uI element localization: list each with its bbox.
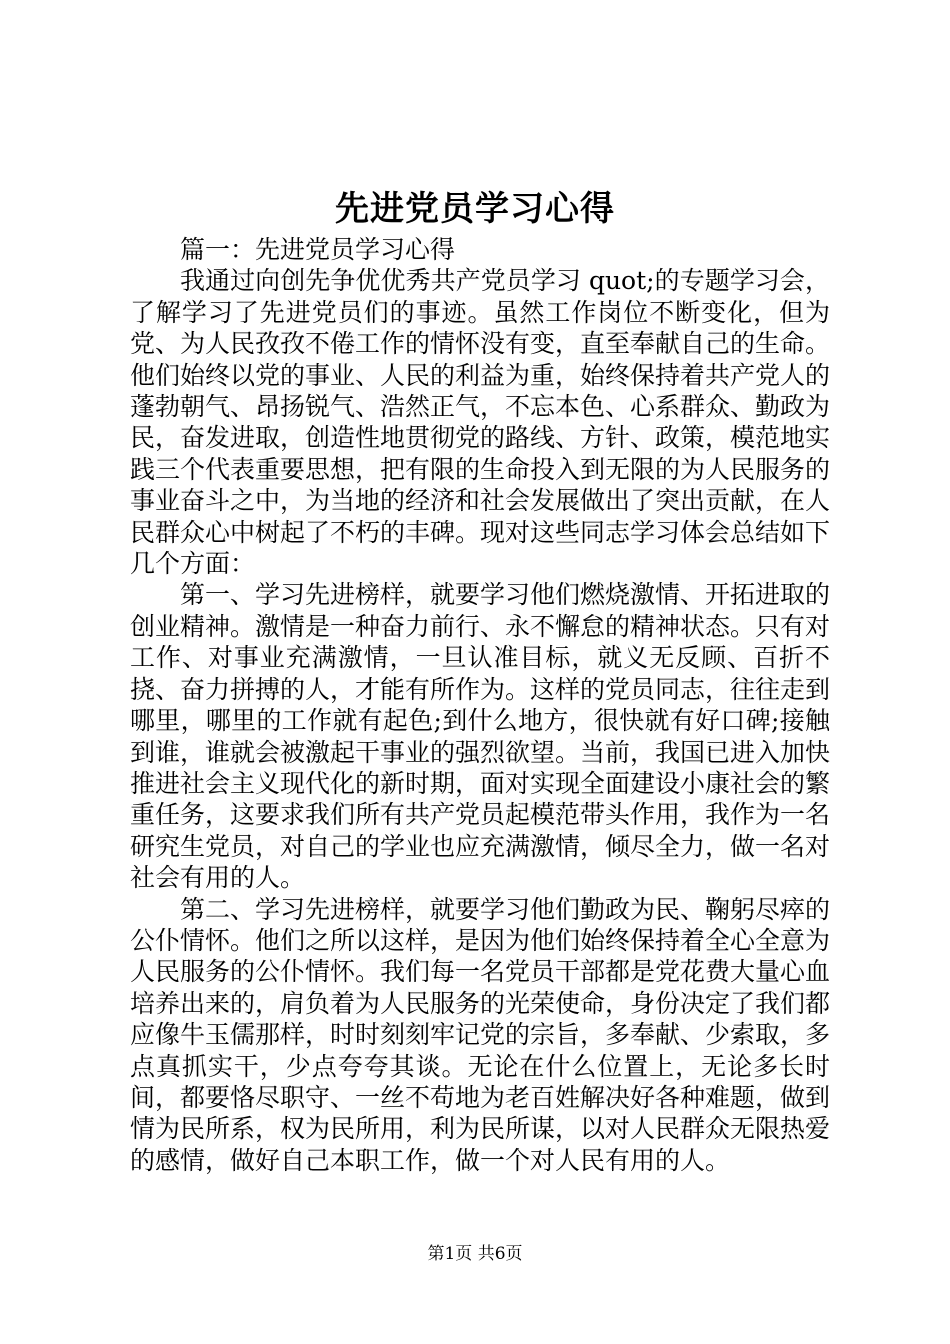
document-body <box>130 234 830 1176</box>
page-footer: 第1页 共6页 <box>427 1244 523 1264</box>
body-paragraph: 第一、学习先进榜样，就要学习他们燃烧激情、开拓进取的创业精神。激情是一种奋力前行、永不懈怠的精神状态。只有对工作、对事业充满激情，一旦认准目标，就义无反顾、百折不挠、奋力拼搏的人，才能有所作为。这样的党员同志，往往走到哪里，哪里的工作就有起色;到什么地方，很快就有好口碑;接触到谁，谁就会被激起干事业的强烈欲望。当前，我国已进入加快推进社会主义现代化的新时期，面对实现全面建设小康社会的繁重任务，这要求我们所有共产党员起模范带头作用，我作为一名研究生党员，对自己的学业也应充满激情，倾尽全力，做一名对社会有用的人。 <box>130 580 831 893</box>
document-title: 先进党员学习心得 <box>335 189 615 229</box>
body-paragraph: 第二、学习先进榜样，就要学习他们勤政为民、鞠躬尽瘁的公仆情怀。他们之所以这样，是因为他们始终保持着全心全意为人民服务的公仆情怀。我们每一名党员干部都是党花费大量心血培养出来的，肩负着为人民服务的光荣使命，身份决定了我们都应像牛玉儒那样，时时刻刻牢记党的宗旨，多奉献、少索取，多点真抓实干，少点夸夸其谈。无论在什么位置上，无论多长时间，都要恪尽职守、一丝不苟地为老百姓解决好各种难题，做到情为民所系，权为民所用，利为民所谋，以对人民群众无限热爱的感情，做好自己本职工作，做一个对人民有用的人。 <box>130 894 831 1175</box>
section-heading: 篇一：先进党员学习心得 <box>180 235 456 264</box>
body-paragraph: 我通过向创先争优优秀共产党员学习 quot;的专题学习会，了解学习了先进党员们的事迹。虽然工作岗位不断变化，但为党、为人民孜孜不倦工作的情怀没有变，直至奉献自己的生命。他们始终以党的事业、人民的利益为重，始终保持着共产党人的蓬勃朝气、昂扬锐气、浩然正气，不忘本色、心系群众、勤政为民，奋发进取，创造性地贯彻党的路线、方针、政策，模范地实践三个代表重要思想，把有限的生命投入到无限的为人民服务的事业奋斗之中，为当地的经济和社会发展做出了突出贡献，在人民群众心中树起了不朽的丰碑。现对这些同志学习体会总结如下几个方面： <box>130 266 831 579</box>
